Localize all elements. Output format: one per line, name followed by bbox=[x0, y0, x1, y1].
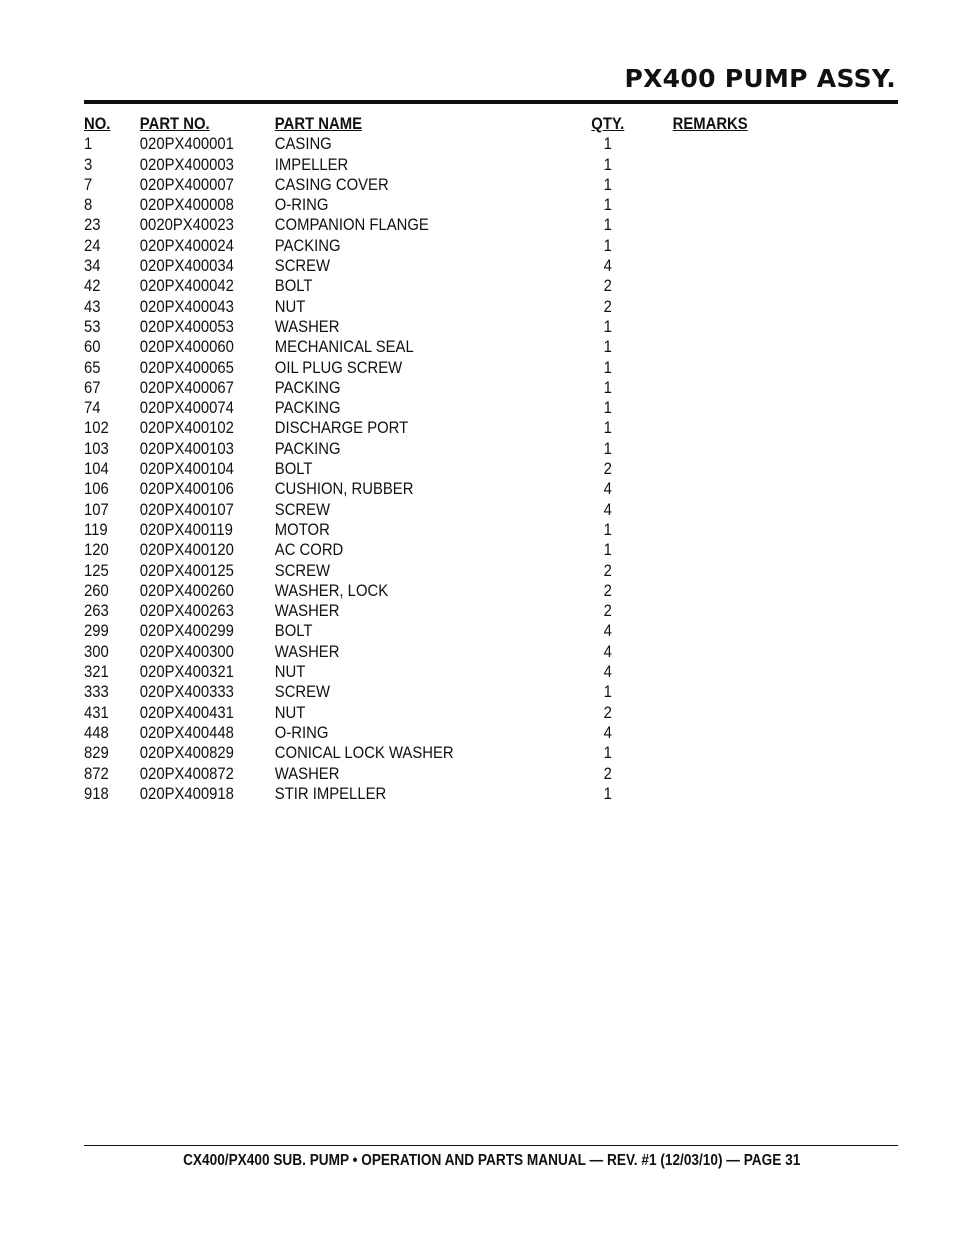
cell-qty: 1 bbox=[603, 683, 612, 702]
cell-part-name: BOLT bbox=[274, 277, 313, 296]
header-part-no: PART NO. bbox=[139, 115, 210, 133]
cell-qty: 2 bbox=[603, 602, 612, 621]
cell-no: 260 bbox=[84, 581, 109, 600]
cell-part-no: 020PX400042 bbox=[139, 277, 234, 296]
cell-qty: 2 bbox=[603, 297, 612, 316]
cell-no: 43 bbox=[84, 297, 101, 316]
parts-table bbox=[84, 114, 748, 804]
cell-qty: 1 bbox=[603, 236, 612, 255]
cell-qty: 1 bbox=[603, 135, 612, 154]
cell-part-name: CASING bbox=[274, 135, 332, 154]
cell-qty: 2 bbox=[603, 764, 612, 783]
cell-no: 263 bbox=[84, 602, 109, 621]
cell-no: 7 bbox=[84, 175, 93, 194]
cell-qty: 1 bbox=[603, 541, 612, 560]
cell-part-no: 020PX400300 bbox=[139, 642, 234, 661]
table-row bbox=[84, 418, 732, 438]
cell-part-no: 020PX400008 bbox=[139, 196, 234, 215]
cell-qty: 1 bbox=[603, 196, 612, 215]
cell-part-no: 020PX400918 bbox=[139, 784, 234, 803]
header-remarks: REMARKS bbox=[672, 115, 748, 133]
cell-part-no: 020PX400106 bbox=[139, 480, 234, 499]
cell-no: 34 bbox=[84, 257, 101, 276]
cell-part-no: 020PX400107 bbox=[139, 500, 234, 519]
table-row bbox=[84, 256, 732, 276]
cell-no: 67 bbox=[84, 378, 101, 397]
cell-part-no: 020PX400448 bbox=[139, 723, 234, 742]
cell-part-name: DISCHARGE PORT bbox=[274, 419, 409, 438]
cell-part-name: CASING COVER bbox=[274, 175, 389, 194]
title-rule bbox=[84, 100, 898, 104]
cell-qty: 2 bbox=[603, 703, 612, 722]
table-row bbox=[84, 479, 732, 499]
cell-no: 3 bbox=[84, 155, 93, 174]
cell-no: 333 bbox=[84, 683, 109, 702]
cell-part-name: BOLT bbox=[274, 622, 313, 641]
footer-rule bbox=[84, 1145, 898, 1146]
cell-qty: 1 bbox=[603, 419, 612, 438]
table-row bbox=[84, 175, 732, 195]
cell-part-no: 020PX400074 bbox=[139, 399, 234, 418]
header-part-name: PART NAME bbox=[274, 115, 362, 133]
cell-no: 74 bbox=[84, 399, 101, 418]
cell-part-name: CUSHION, RUBBER bbox=[274, 480, 414, 499]
cell-part-no: 020PX400120 bbox=[139, 541, 234, 560]
cell-part-no: 020PX400321 bbox=[139, 663, 234, 682]
cell-part-name: SCREW bbox=[274, 257, 331, 276]
cell-part-no: 020PX400431 bbox=[139, 703, 234, 722]
table-row bbox=[84, 601, 732, 621]
cell-qty: 1 bbox=[603, 358, 612, 377]
table-row bbox=[84, 581, 732, 601]
cell-part-name: WASHER bbox=[274, 764, 340, 783]
table-row bbox=[84, 764, 732, 784]
cell-part-name: NUT bbox=[274, 663, 306, 682]
cell-part-no: 020PX400060 bbox=[139, 338, 234, 357]
footer-text: CX400/PX400 SUB. PUMP • OPERATION AND PARTS MANUAL — REV. #1 (12/03/10) — PAGE 31 bbox=[183, 1152, 801, 1169]
cell-part-name: COMPANION FLANGE bbox=[274, 216, 429, 235]
cell-part-no: 020PX400829 bbox=[139, 744, 234, 763]
cell-part-no: 020PX400043 bbox=[139, 297, 234, 316]
cell-no: 448 bbox=[84, 723, 109, 742]
cell-part-name: AC CORD bbox=[274, 541, 344, 560]
cell-part-no: 020PX400102 bbox=[139, 419, 234, 438]
cell-part-no: 020PX400065 bbox=[139, 358, 234, 377]
cell-part-no: 020PX400125 bbox=[139, 561, 234, 580]
table-row bbox=[84, 561, 732, 581]
cell-part-name: MECHANICAL SEAL bbox=[274, 338, 414, 357]
cell-no: 24 bbox=[84, 236, 101, 255]
cell-part-no: 020PX400001 bbox=[139, 135, 234, 154]
cell-no: 918 bbox=[84, 784, 109, 803]
cell-no: 106 bbox=[84, 480, 109, 499]
cell-part-no: 020PX400024 bbox=[139, 236, 234, 255]
table-header-row bbox=[84, 114, 748, 134]
cell-qty: 1 bbox=[603, 744, 612, 763]
cell-no: 120 bbox=[84, 541, 109, 560]
cell-part-no: 020PX400119 bbox=[139, 520, 233, 539]
table-row bbox=[84, 682, 732, 702]
cell-part-no: 020PX400007 bbox=[139, 175, 234, 194]
cell-part-name: PACKING bbox=[274, 439, 341, 458]
cell-part-name: WASHER bbox=[274, 317, 340, 336]
cell-qty: 1 bbox=[603, 378, 612, 397]
cell-part-no: 020PX400003 bbox=[139, 155, 234, 174]
cell-qty: 2 bbox=[603, 561, 612, 580]
cell-qty: 2 bbox=[603, 277, 612, 296]
cell-qty: 4 bbox=[603, 663, 612, 682]
cell-qty: 4 bbox=[603, 480, 612, 499]
cell-no: 321 bbox=[84, 663, 109, 682]
cell-no: 300 bbox=[84, 642, 109, 661]
cell-qty: 1 bbox=[603, 317, 612, 336]
cell-part-name: CONICAL LOCK WASHER bbox=[274, 744, 454, 763]
table-row bbox=[84, 703, 732, 723]
cell-part-no: 020PX400260 bbox=[139, 581, 234, 600]
cell-part-no: 020PX400053 bbox=[139, 317, 234, 336]
cell-part-name: O-RING bbox=[274, 196, 329, 215]
cell-no: 60 bbox=[84, 338, 101, 357]
cell-qty: 4 bbox=[603, 622, 612, 641]
cell-qty: 1 bbox=[603, 439, 612, 458]
cell-part-name: BOLT bbox=[274, 460, 313, 479]
table-row bbox=[84, 642, 732, 662]
cell-part-no: 020PX400103 bbox=[139, 439, 234, 458]
table-row bbox=[84, 520, 732, 540]
table-row bbox=[84, 215, 732, 235]
table-row bbox=[84, 317, 732, 337]
table-row bbox=[84, 276, 732, 296]
cell-qty: 1 bbox=[603, 175, 612, 194]
cell-part-no: 020PX400034 bbox=[139, 257, 234, 276]
table-row bbox=[84, 459, 732, 479]
cell-part-name: PACKING bbox=[274, 236, 341, 255]
table-row bbox=[84, 337, 732, 357]
table-row bbox=[84, 155, 732, 175]
table-row bbox=[84, 439, 732, 459]
cell-part-name: O-RING bbox=[274, 723, 329, 742]
header-no: NO. bbox=[84, 115, 111, 133]
page-footer bbox=[0, 1152, 954, 1170]
table-row bbox=[84, 195, 732, 215]
cell-qty: 2 bbox=[603, 581, 612, 600]
cell-no: 431 bbox=[84, 703, 109, 722]
cell-qty: 4 bbox=[603, 642, 612, 661]
table-row bbox=[84, 621, 732, 641]
cell-part-name: PACKING bbox=[274, 399, 341, 418]
cell-qty: 1 bbox=[603, 399, 612, 418]
table-row bbox=[84, 134, 732, 154]
cell-no: 125 bbox=[84, 561, 109, 580]
cell-qty: 4 bbox=[603, 723, 612, 742]
cell-part-name: STIR IMPELLER bbox=[274, 784, 387, 803]
cell-no: 65 bbox=[84, 358, 101, 377]
cell-no: 119 bbox=[84, 520, 108, 539]
cell-part-no: 0020PX40023 bbox=[139, 216, 234, 235]
table-row bbox=[84, 297, 732, 317]
table-row bbox=[84, 378, 732, 398]
cell-part-no: 020PX400333 bbox=[139, 683, 234, 702]
cell-part-name: WASHER bbox=[274, 642, 340, 661]
table-row bbox=[84, 236, 732, 256]
cell-no: 42 bbox=[84, 277, 101, 296]
table-row bbox=[84, 743, 732, 763]
table-row bbox=[84, 540, 732, 560]
cell-no: 107 bbox=[84, 500, 109, 519]
cell-qty: 4 bbox=[603, 257, 612, 276]
cell-part-name: WASHER, LOCK bbox=[274, 581, 389, 600]
cell-no: 103 bbox=[84, 439, 109, 458]
cell-part-name: WASHER bbox=[274, 602, 340, 621]
cell-no: 53 bbox=[84, 317, 101, 336]
cell-part-name: SCREW bbox=[274, 683, 331, 702]
cell-no: 829 bbox=[84, 744, 109, 763]
table-row bbox=[84, 500, 732, 520]
cell-part-name: SCREW bbox=[274, 561, 331, 580]
page-title: PX400 PUMP ASSY. bbox=[624, 64, 896, 93]
cell-part-name: IMPELLER bbox=[274, 155, 349, 174]
cell-part-no: 020PX400263 bbox=[139, 602, 234, 621]
cell-part-name: NUT bbox=[274, 297, 306, 316]
table-row bbox=[84, 358, 732, 378]
cell-qty: 1 bbox=[603, 338, 612, 357]
cell-part-name: SCREW bbox=[274, 500, 331, 519]
table-row bbox=[84, 723, 732, 743]
cell-part-name: MOTOR bbox=[274, 520, 330, 539]
cell-part-name: OIL PLUG SCREW bbox=[274, 358, 403, 377]
cell-qty: 1 bbox=[603, 216, 612, 235]
cell-no: 102 bbox=[84, 419, 109, 438]
cell-no: 1 bbox=[84, 135, 93, 154]
cell-qty: 2 bbox=[603, 460, 612, 479]
header-qty: QTY. bbox=[591, 115, 625, 133]
cell-part-no: 020PX400104 bbox=[139, 460, 234, 479]
cell-part-name: NUT bbox=[274, 703, 306, 722]
cell-no: 299 bbox=[84, 622, 109, 641]
table-row bbox=[84, 662, 732, 682]
cell-part-name: PACKING bbox=[274, 378, 341, 397]
cell-no: 872 bbox=[84, 764, 109, 783]
table-row bbox=[84, 398, 732, 418]
cell-qty: 1 bbox=[603, 155, 612, 174]
cell-part-no: 020PX400299 bbox=[139, 622, 234, 641]
table-row bbox=[84, 784, 732, 804]
cell-no: 104 bbox=[84, 460, 109, 479]
cell-qty: 4 bbox=[603, 500, 612, 519]
cell-qty: 1 bbox=[603, 520, 612, 539]
cell-part-no: 020PX400872 bbox=[139, 764, 234, 783]
cell-no: 8 bbox=[84, 196, 93, 215]
cell-qty: 1 bbox=[603, 784, 612, 803]
cell-part-no: 020PX400067 bbox=[139, 378, 234, 397]
cell-no: 23 bbox=[84, 216, 101, 235]
